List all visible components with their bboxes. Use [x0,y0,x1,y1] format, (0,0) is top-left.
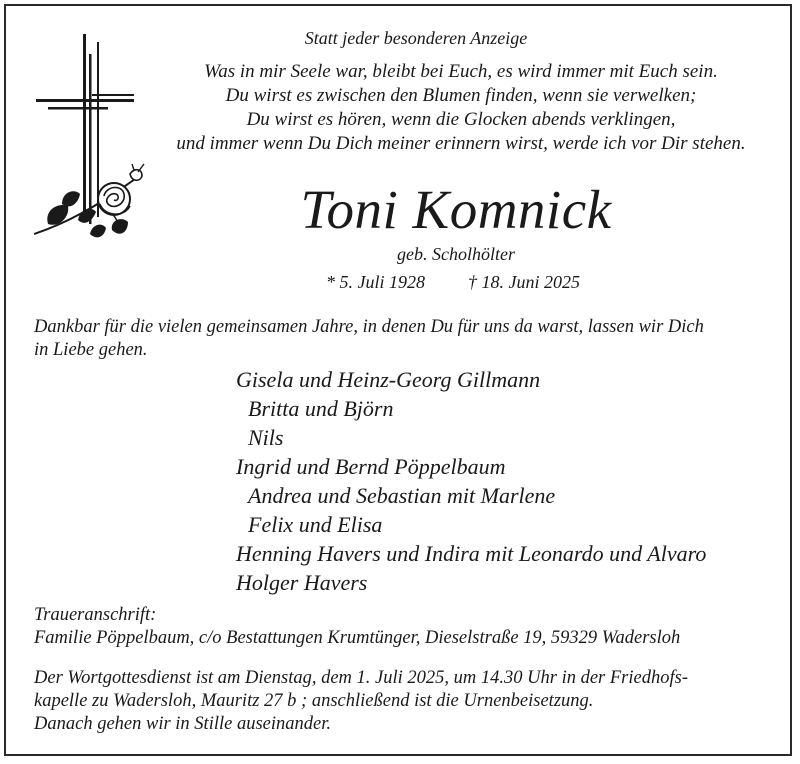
notice-header: Statt jeder besonderen Anzeige [304,28,528,48]
family-member: Andrea und Sebastian mit Marlene [248,483,556,508]
service-line: Der Wortgottesdienst ist am Dienstag, dem 1. Juli 2025, um 14.30 Uhr in der Friedhofs- [34,668,688,688]
gratitude-line: in Liebe gehen. [34,340,148,360]
family-member: Britta und Björn [248,396,394,421]
poem-block [136,60,786,156]
birth-date: * 5. Juli 1928 [326,272,425,292]
poem-line: Was in mir Seele war, bleibt bei Euch, es wird immer mit Euch sein. [204,61,718,82]
address-block [34,604,680,650]
family-member: Felix und Elisa [248,512,383,537]
poem-line: Du wirst es zwischen den Blumen finden, wenn sie verwelken; [225,85,697,106]
family-member: Henning Havers und Indira mit Leonardo und Alvaro [236,541,707,566]
obituary-notice [4,4,792,756]
family-list [236,365,706,597]
gratitude-line: Dankbar für die vielen gemeinsamen Jahre, in denen Du für uns da warst, lassen wir Dich [34,317,704,337]
service-info [34,667,688,736]
service-line: Danach gehen wir in Stille auseinander. [34,714,331,734]
address-text: Familie Pöppelbaum, c/o Bestattungen Krumtünger, Dieselstraße 19, 59329 Wadersloh [34,628,681,648]
family-member: Holger Havers [236,570,368,595]
family-member: Nils [248,425,284,450]
death-date: † 18. Juni 2025 [468,272,580,292]
poem-line: Du wirst es hören, wenn die Glocken abends verklingen, [246,109,676,130]
gratitude-text [34,316,704,362]
poem-line: und immer wenn Du Dich meiner erinnern wirst, werde ich vor Dir stehen. [176,133,746,154]
address-label: Traueranschrift: [34,605,157,625]
service-line: kapelle zu Wadersloh, Mauritz 27 b ; anschließend ist die Urnenbeisetzung. [34,691,594,711]
family-member: Ingrid und Bernd Pöppelbaum [236,454,506,479]
maiden-name: geb. Scholhölter [397,244,515,264]
family-member: Gisela und Heinz-Georg Gillmann [236,367,541,392]
deceased-name: Toni Komnick [300,179,612,240]
